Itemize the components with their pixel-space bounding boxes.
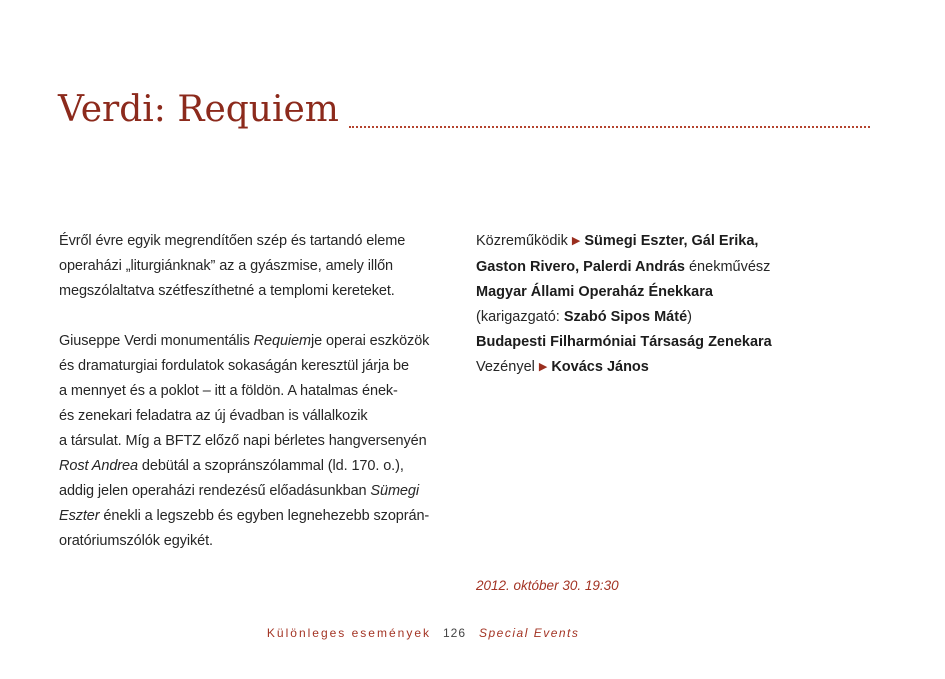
- conductor-name: Kovács János: [551, 359, 649, 375]
- text-run: debütál a szopránszólammal (ld. 170. o.),: [137, 458, 404, 474]
- performers-line: [476, 229, 896, 255]
- work-title: Requiem: [253, 333, 312, 349]
- text-line: [59, 454, 459, 479]
- text-line: a társulat. Míg a BFTZ előző napi bérletes hangversenyén: [59, 433, 427, 449]
- text-run: énekli a legszebb és egyben legnehezebb szoprán-: [99, 508, 430, 524]
- choir-name: Magyar Állami Operaház Énekkara: [476, 284, 713, 300]
- text-run: je operai eszközök: [311, 333, 430, 349]
- orchestra-name: Budapesti Filharmóniai Társaság Zenekara: [476, 334, 772, 350]
- singer-name: Eszter: [59, 508, 100, 524]
- text-line: és dramaturgiai fordulatok sokaságán keresztül járja be: [59, 358, 409, 374]
- text-line: oratóriumszólók egyikét.: [59, 533, 213, 549]
- soloists-role: énekművész: [684, 259, 771, 275]
- credits-column: [476, 229, 896, 381]
- text-line: [59, 504, 459, 529]
- page-footer: [0, 626, 945, 646]
- description-column: [59, 229, 459, 554]
- text-line: a mennyet és a poklot – itt a földön. A hatalmas ének-: [59, 383, 398, 399]
- contributors-label: Közreműködik: [476, 233, 568, 249]
- orchestra-line: [476, 330, 896, 355]
- text-line: Évről évre egyik megrendítően szép és tartandó eleme: [59, 233, 406, 249]
- footer-section-en: Special Events: [479, 626, 580, 640]
- text-run: addig jelen operaházi rendezésű előadásunkban: [59, 483, 371, 499]
- chorus-master-name: Szabó Sipos Máté: [563, 309, 688, 325]
- choir-line: [476, 280, 896, 305]
- triangle-arrow-icon: ▶: [571, 235, 581, 247]
- text-run: ): [687, 309, 692, 325]
- performers-line: [476, 255, 896, 280]
- triangle-arrow-icon: ▶: [538, 361, 548, 373]
- soloists: Sümegi Eszter, Gál Erika,: [584, 233, 759, 249]
- chorus-master-line: [476, 305, 896, 330]
- text-line: [59, 329, 459, 354]
- page-title: Verdi: Requiem: [58, 89, 339, 130]
- body-paragraph: [59, 329, 459, 554]
- conductor-line: [476, 355, 896, 381]
- text-run: (karigazgató:: [476, 309, 564, 325]
- page-number: 126: [443, 626, 467, 640]
- intro-paragraph: [59, 229, 459, 304]
- footer-section-hu: Különleges események: [266, 626, 431, 640]
- event-date: 2012. október 30. 19:30: [476, 578, 619, 593]
- soloists: Gaston Rivero, Palerdi András: [476, 259, 685, 275]
- text-line: és zenekari feladatra az új évadban is vállalkozik: [59, 408, 368, 424]
- text-line: megszólaltatva szétfeszíthetné a templomi kereteket.: [59, 283, 395, 299]
- conductor-label: Vezényel: [476, 359, 535, 375]
- singer-name: Sümegi: [370, 483, 419, 499]
- text-line: operaházi „liturgiánknak” az a gyászmise, amely illőn: [59, 258, 393, 274]
- singer-name: Rost Andrea: [59, 458, 138, 474]
- title-row: [58, 88, 870, 132]
- title-dotted-rule: [349, 126, 870, 128]
- text-run: Giuseppe Verdi monumentális: [59, 333, 254, 349]
- text-line: [59, 479, 459, 504]
